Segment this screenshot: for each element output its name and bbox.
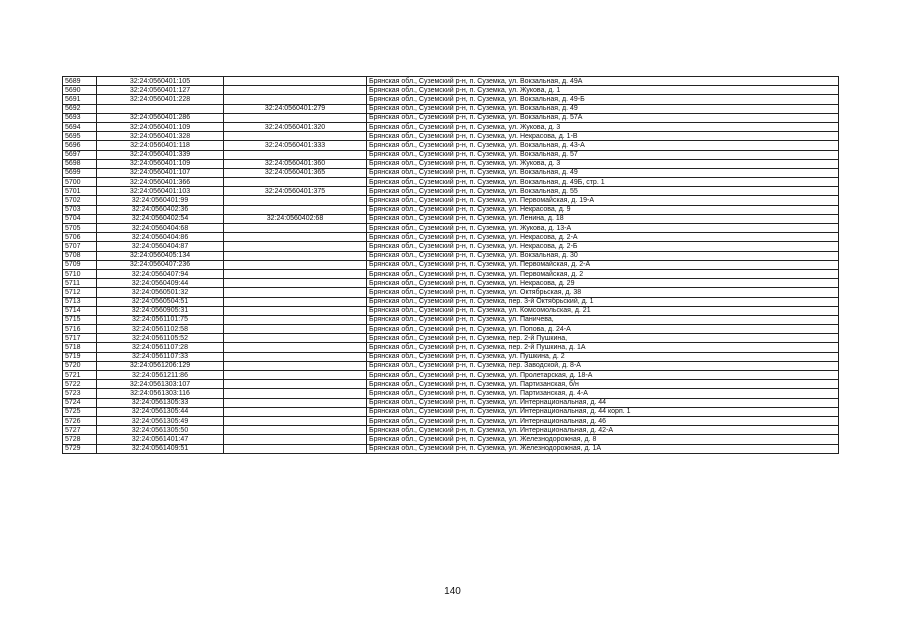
row-number-cell: 5708 bbox=[63, 251, 97, 260]
row-number-cell: 5725 bbox=[63, 407, 97, 416]
row-number-cell: 5692 bbox=[63, 104, 97, 113]
row-number-cell: 5704 bbox=[63, 214, 97, 223]
cadastral-number-cell: 32:24:0560401:107 bbox=[97, 168, 224, 177]
cadastral-number-cell: 32:24:0560401:99 bbox=[97, 196, 224, 205]
linked-cadastral-number-cell bbox=[224, 242, 367, 251]
linked-cadastral-number-cell bbox=[224, 306, 367, 315]
table-row bbox=[63, 407, 839, 416]
row-number-cell: 5697 bbox=[63, 150, 97, 159]
cadastral-number-cell: 32:24:0560407:236 bbox=[97, 260, 224, 269]
row-number-cell: 5720 bbox=[63, 361, 97, 370]
cadastral-number-cell: 32:24:0561409:51 bbox=[97, 444, 224, 453]
cadastral-number-cell: 32:24:0560401:118 bbox=[97, 141, 224, 150]
linked-cadastral-number-cell: 32:24:0560401:320 bbox=[224, 122, 367, 131]
address-cell: Брянская обл., Суземский р-н, п. Суземка, ул. Вокзальная, д. 49Б, стр. 1 bbox=[367, 178, 839, 187]
cadastral-number-cell: 32:24:0560504:51 bbox=[97, 297, 224, 306]
address-cell: Брянская обл., Суземский р-н, п. Суземка, ул. Вокзальная, д. 49 bbox=[367, 104, 839, 113]
table-row bbox=[63, 435, 839, 444]
address-cell: Брянская обл., Суземский р-н, п. Суземка, ул. Вокзальная, д. 30 bbox=[367, 251, 839, 260]
linked-cadastral-number-cell bbox=[224, 260, 367, 269]
row-number-cell: 5706 bbox=[63, 233, 97, 242]
address-cell: Брянская обл., Суземский р-н, п. Суземка, ул. Первомайская, д. 2-А bbox=[367, 260, 839, 269]
cadastral-number-cell: 32:24:0560401:105 bbox=[97, 77, 224, 86]
cadastral-number-cell: 32:24:0560407:94 bbox=[97, 269, 224, 278]
linked-cadastral-number-cell bbox=[224, 361, 367, 370]
cadastral-number-cell: 32:24:0560401:286 bbox=[97, 113, 224, 122]
table-row bbox=[63, 233, 839, 242]
row-number-cell: 5703 bbox=[63, 205, 97, 214]
row-number-cell: 5689 bbox=[63, 77, 97, 86]
address-cell: Брянская обл., Суземский р-н, п. Суземка, ул. Интернациональная, д. 44 корп. 1 bbox=[367, 407, 839, 416]
linked-cadastral-number-cell: 32:24:0560401:375 bbox=[224, 187, 367, 196]
row-number-cell: 5693 bbox=[63, 113, 97, 122]
row-number-cell: 5705 bbox=[63, 224, 97, 233]
table-row bbox=[63, 306, 839, 315]
cadastral-number-cell: 32:24:0560404:68 bbox=[97, 224, 224, 233]
table-row bbox=[63, 159, 839, 168]
row-number-cell: 5709 bbox=[63, 260, 97, 269]
table-row bbox=[63, 398, 839, 407]
linked-cadastral-number-cell bbox=[224, 352, 367, 361]
address-cell: Брянская обл., Суземский р-н, п. Суземка, ул. Жукова, д. 3 bbox=[367, 122, 839, 131]
address-cell: Брянская обл., Суземский р-н, п. Суземка, ул. Пушкина, д. 2 bbox=[367, 352, 839, 361]
table-row bbox=[63, 95, 839, 104]
linked-cadastral-number-cell bbox=[224, 150, 367, 159]
linked-cadastral-number-cell bbox=[224, 389, 367, 398]
address-cell: Брянская обл., Суземский р-н, п. Суземка, ул. Ленина, д. 18 bbox=[367, 214, 839, 223]
cadastral-number-cell: 32:24:0561305:50 bbox=[97, 426, 224, 435]
linked-cadastral-number-cell bbox=[224, 435, 367, 444]
table-row bbox=[63, 150, 839, 159]
linked-cadastral-number-cell bbox=[224, 343, 367, 352]
table-row bbox=[63, 205, 839, 214]
linked-cadastral-number-cell bbox=[224, 95, 367, 104]
address-cell: Брянская обл., Суземский р-н, п. Суземка, ул. Некрасова, д. 1-В bbox=[367, 132, 839, 141]
cadastral-number-cell: 32:24:0561305:44 bbox=[97, 407, 224, 416]
row-number-cell: 5718 bbox=[63, 343, 97, 352]
address-cell: Брянская обл., Суземский р-н, п. Суземка, ул. Партизанская, б/н bbox=[367, 380, 839, 389]
linked-cadastral-number-cell bbox=[224, 444, 367, 453]
table-row bbox=[63, 371, 839, 380]
table-row bbox=[63, 242, 839, 251]
row-number-cell: 5724 bbox=[63, 398, 97, 407]
table-row bbox=[63, 288, 839, 297]
linked-cadastral-number-cell bbox=[224, 251, 367, 260]
row-number-cell: 5721 bbox=[63, 371, 97, 380]
cadastral-number-cell: 32:24:0561211:86 bbox=[97, 371, 224, 380]
cadastral-number-cell: 32:24:0560905:31 bbox=[97, 306, 224, 315]
cadastral-number-cell: 32:24:0561305:49 bbox=[97, 416, 224, 425]
table-row bbox=[63, 113, 839, 122]
linked-cadastral-number-cell: 32:24:0560401:360 bbox=[224, 159, 367, 168]
cadastral-number-cell: 32:24:0560402:36 bbox=[97, 205, 224, 214]
address-cell: Брянская обл., Суземский р-н, п. Суземка, ул. Интернациональная, д. 46 bbox=[367, 416, 839, 425]
table-row bbox=[63, 187, 839, 196]
cadastral-number-cell: 32:24:0561101:75 bbox=[97, 315, 224, 324]
table-row bbox=[63, 86, 839, 95]
address-cell: Брянская обл., Суземский р-н, п. Суземка, ул. Первомайская, д. 19-А bbox=[367, 196, 839, 205]
linked-cadastral-number-cell bbox=[224, 178, 367, 187]
table-row bbox=[63, 334, 839, 343]
cadastral-number-cell: 32:24:0560405:134 bbox=[97, 251, 224, 260]
address-cell: Брянская обл., Суземский р-н, п. Суземка, пер. 2-й Пушкина, д. 1А bbox=[367, 343, 839, 352]
row-number-cell: 5698 bbox=[63, 159, 97, 168]
linked-cadastral-number-cell bbox=[224, 113, 367, 122]
cadastral-number-cell: 32:24:0560401:109 bbox=[97, 159, 224, 168]
cadastral-number-cell: 32:24:0561305:33 bbox=[97, 398, 224, 407]
table-row bbox=[63, 279, 839, 288]
address-cell: Брянская обл., Суземский р-н, п. Суземка, ул. Некрасова, д. 29 bbox=[367, 279, 839, 288]
address-cell: Брянская обл., Суземский р-н, п. Суземка, ул. Вокзальная, д. 49-Б bbox=[367, 95, 839, 104]
row-number-cell: 5712 bbox=[63, 288, 97, 297]
linked-cadastral-number-cell: 32:24:0560401:365 bbox=[224, 168, 367, 177]
linked-cadastral-number-cell bbox=[224, 398, 367, 407]
address-cell: Брянская обл., Суземский р-н, п. Суземка, пер. 2-й Пушкина, bbox=[367, 334, 839, 343]
table-row bbox=[63, 224, 839, 233]
linked-cadastral-number-cell: 32:24:0560401:279 bbox=[224, 104, 367, 113]
address-cell: Брянская обл., Суземский р-н, п. Суземка, ул. Вокзальная, д. 55 bbox=[367, 187, 839, 196]
cadastral-number-cell: 32:24:0561105:52 bbox=[97, 334, 224, 343]
table-row bbox=[63, 352, 839, 361]
cadastral-number-cell: 32:24:0560401:339 bbox=[97, 150, 224, 159]
linked-cadastral-number-cell bbox=[224, 325, 367, 334]
table-row bbox=[63, 325, 839, 334]
address-cell: Брянская обл., Суземский р-н, п. Суземка, ул. Некрасова, д. 9 bbox=[367, 205, 839, 214]
linked-cadastral-number-cell bbox=[224, 371, 367, 380]
table-row bbox=[63, 104, 839, 113]
linked-cadastral-number-cell bbox=[224, 224, 367, 233]
row-number-cell: 5707 bbox=[63, 242, 97, 251]
linked-cadastral-number-cell bbox=[224, 380, 367, 389]
address-cell: Брянская обл., Суземский р-н, п. Суземка, ул. Вокзальная, д. 43-А bbox=[367, 141, 839, 150]
table-row bbox=[63, 214, 839, 223]
linked-cadastral-number-cell bbox=[224, 288, 367, 297]
cadastral-number-cell: 32:24:0560501:32 bbox=[97, 288, 224, 297]
cadastral-number-cell: 32:24:0561107:28 bbox=[97, 343, 224, 352]
address-cell: Брянская обл., Суземский р-н, п. Суземка, ул. Первомайская, д. 2 bbox=[367, 269, 839, 278]
table-row bbox=[63, 343, 839, 352]
cadastral-number-cell: 32:24:0560401:109 bbox=[97, 122, 224, 131]
cadastral-number-cell: 32:24:0560401:228 bbox=[97, 95, 224, 104]
row-number-cell: 5695 bbox=[63, 132, 97, 141]
table-row bbox=[63, 260, 839, 269]
address-cell: Брянская обл., Суземский р-н, п. Суземка, ул. Паничева, bbox=[367, 315, 839, 324]
table-row bbox=[63, 178, 839, 187]
table-row bbox=[63, 168, 839, 177]
row-number-cell: 5702 bbox=[63, 196, 97, 205]
page-number: 140 bbox=[444, 586, 461, 597]
linked-cadastral-number-cell bbox=[224, 233, 367, 242]
row-number-cell: 5719 bbox=[63, 352, 97, 361]
linked-cadastral-number-cell bbox=[224, 269, 367, 278]
row-number-cell: 5701 bbox=[63, 187, 97, 196]
table-body bbox=[63, 77, 839, 454]
linked-cadastral-number-cell bbox=[224, 426, 367, 435]
cadastral-number-cell: 32:24:0560401:328 bbox=[97, 132, 224, 141]
cadastral-number-cell: 32:24:0561303:116 bbox=[97, 389, 224, 398]
row-number-cell: 5690 bbox=[63, 86, 97, 95]
cadastral-number-cell: 32:24:0560402:54 bbox=[97, 214, 224, 223]
linked-cadastral-number-cell bbox=[224, 407, 367, 416]
row-number-cell: 5717 bbox=[63, 334, 97, 343]
address-cell: Брянская обл., Суземский р-н, п. Суземка, ул. Интернациональная, д. 42-А bbox=[367, 426, 839, 435]
table-row bbox=[63, 77, 839, 86]
row-number-cell: 5691 bbox=[63, 95, 97, 104]
address-cell: Брянская обл., Суземский р-н, п. Суземка, ул. Некрасова, д. 2-Б bbox=[367, 242, 839, 251]
row-number-cell: 5696 bbox=[63, 141, 97, 150]
linked-cadastral-number-cell bbox=[224, 334, 367, 343]
address-cell: Брянская обл., Суземский р-н, п. Суземка, ул. Жукова, д. 13-А bbox=[367, 224, 839, 233]
table-row bbox=[63, 297, 839, 306]
address-cell: Брянская обл., Суземский р-н, п. Суземка, ул. Железнодорожная, д. 8 bbox=[367, 435, 839, 444]
row-number-cell: 5726 bbox=[63, 416, 97, 425]
table-row bbox=[63, 122, 839, 131]
cadastral-number-cell: 32:24:0561107:33 bbox=[97, 352, 224, 361]
address-cell: Брянская обл., Суземский р-н, п. Суземка, ул. Октябрьская, д. 38 bbox=[367, 288, 839, 297]
address-cell: Брянская обл., Суземский р-н, п. Суземка, ул. Железнодорожная, д. 1А bbox=[367, 444, 839, 453]
table-row bbox=[63, 380, 839, 389]
row-number-cell: 5699 bbox=[63, 168, 97, 177]
table-row bbox=[63, 416, 839, 425]
table-row bbox=[63, 389, 839, 398]
address-cell: Брянская обл., Суземский р-н, п. Суземка, ул. Вокзальная, д. 49 bbox=[367, 168, 839, 177]
cadastral-number-cell: 32:24:0561102:58 bbox=[97, 325, 224, 334]
address-cell: Брянская обл., Суземский р-н, п. Суземка, ул. Интернациональная, д. 44 bbox=[367, 398, 839, 407]
address-cell: Брянская обл., Суземский р-н, п. Суземка, ул. Вокзальная, д. 57 bbox=[367, 150, 839, 159]
row-number-cell: 5694 bbox=[63, 122, 97, 131]
cadastral-number-cell: 32:24:0560401:103 bbox=[97, 187, 224, 196]
table-row bbox=[63, 251, 839, 260]
row-number-cell: 5700 bbox=[63, 178, 97, 187]
table-row bbox=[63, 444, 839, 453]
cadastral-number-cell: 32:24:0560401:127 bbox=[97, 86, 224, 95]
property-register-table bbox=[62, 76, 839, 454]
row-number-cell: 5728 bbox=[63, 435, 97, 444]
table-row bbox=[63, 132, 839, 141]
address-cell: Брянская обл., Суземский р-н, п. Суземка, ул. Пролетарская, д. 18-А bbox=[367, 371, 839, 380]
linked-cadastral-number-cell bbox=[224, 132, 367, 141]
row-number-cell: 5727 bbox=[63, 426, 97, 435]
address-cell: Брянская обл., Суземский р-н, п. Суземка, пер. Заводской, д. 8-А bbox=[367, 361, 839, 370]
linked-cadastral-number-cell bbox=[224, 315, 367, 324]
cadastral-number-cell: 32:24:0561206:129 bbox=[97, 361, 224, 370]
table-row bbox=[63, 269, 839, 278]
cadastral-number-cell: 32:24:0561303:107 bbox=[97, 380, 224, 389]
cadastral-number-cell: 32:24:0560404:86 bbox=[97, 233, 224, 242]
linked-cadastral-number-cell bbox=[224, 77, 367, 86]
row-number-cell: 5713 bbox=[63, 297, 97, 306]
cadastral-number-cell: 32:24:0560409:44 bbox=[97, 279, 224, 288]
address-cell: Брянская обл., Суземский р-н, п. Суземка, ул. Некрасова, д. 2-А bbox=[367, 233, 839, 242]
linked-cadastral-number-cell bbox=[224, 416, 367, 425]
address-cell: Брянская обл., Суземский р-н, п. Суземка, ул. Жукова, д. 1 bbox=[367, 86, 839, 95]
row-number-cell: 5715 bbox=[63, 315, 97, 324]
cadastral-number-cell: 32:24:0561401:47 bbox=[97, 435, 224, 444]
row-number-cell: 5711 bbox=[63, 279, 97, 288]
row-number-cell: 5722 bbox=[63, 380, 97, 389]
cadastral-number-cell: 32:24:0560404:87 bbox=[97, 242, 224, 251]
row-number-cell: 5729 bbox=[63, 444, 97, 453]
address-cell: Брянская обл., Суземский р-н, п. Суземка, ул. Жукова, д. 3 bbox=[367, 159, 839, 168]
address-cell: Брянская обл., Суземский р-н, п. Суземка, ул. Партизанская, д. 4-А bbox=[367, 389, 839, 398]
cadastral-number-cell bbox=[97, 104, 224, 113]
table-row bbox=[63, 141, 839, 150]
row-number-cell: 5710 bbox=[63, 269, 97, 278]
table-row bbox=[63, 315, 839, 324]
linked-cadastral-number-cell bbox=[224, 86, 367, 95]
table-row bbox=[63, 361, 839, 370]
linked-cadastral-number-cell: 32:24:0560402:68 bbox=[224, 214, 367, 223]
address-cell: Брянская обл., Суземский р-н, п. Суземка, пер. 3-й Октябрьский, д. 1 bbox=[367, 297, 839, 306]
row-number-cell: 5716 bbox=[63, 325, 97, 334]
table-row bbox=[63, 426, 839, 435]
linked-cadastral-number-cell bbox=[224, 196, 367, 205]
row-number-cell: 5723 bbox=[63, 389, 97, 398]
address-cell: Брянская обл., Суземский р-н, п. Суземка, ул. Вокзальная, д. 49А bbox=[367, 77, 839, 86]
linked-cadastral-number-cell: 32:24:0560401:333 bbox=[224, 141, 367, 150]
cadastral-number-cell: 32:24:0560401:366 bbox=[97, 178, 224, 187]
linked-cadastral-number-cell bbox=[224, 297, 367, 306]
linked-cadastral-number-cell bbox=[224, 205, 367, 214]
address-cell: Брянская обл., Суземский р-н, п. Суземка, ул. Комсомольская, д. 21 bbox=[367, 306, 839, 315]
row-number-cell: 5714 bbox=[63, 306, 97, 315]
address-cell: Брянская обл., Суземский р-н, п. Суземка, ул. Вокзальная, д. 57А bbox=[367, 113, 839, 122]
table-row bbox=[63, 196, 839, 205]
address-cell: Брянская обл., Суземский р-н, п. Суземка, ул. Попова, д. 24-А bbox=[367, 325, 839, 334]
linked-cadastral-number-cell bbox=[224, 279, 367, 288]
